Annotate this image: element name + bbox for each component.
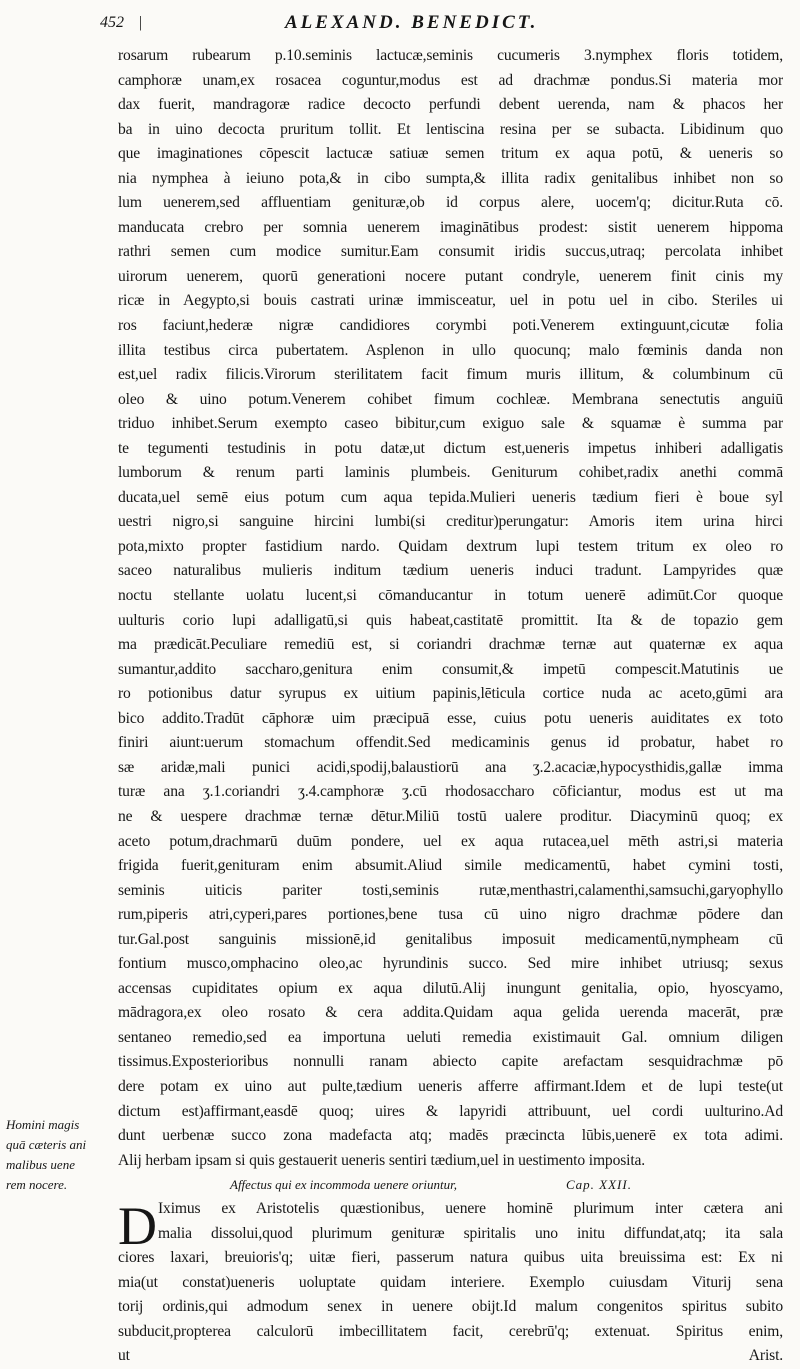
text-line: que imaginationes cōpescit lactucæ satiuæ semen tritum ex aqua potū, & ueneris so bbox=[118, 145, 783, 163]
marginal-note-line: rem nocere. bbox=[6, 1177, 68, 1192]
text-line: pota,mixto propter fastidium nardo. Quidam dextrum lupi testem tritum ex oleo ro bbox=[118, 537, 783, 555]
text-line: seminis uiticis pariter tosti,seminis rutæ,menthastri,calamenthi,samsuchi,garyophyllo bbox=[118, 881, 783, 899]
text-line: saceo naturalibus mulieris inditum tædium ueneris induci tradunt. Lampyrides quæ bbox=[118, 562, 783, 580]
catchword: ut Arist. bbox=[118, 1347, 783, 1365]
chapter-title: Affectus qui ex incommoda uenere oriuntur, bbox=[230, 1177, 457, 1193]
text-line: te tegumenti testudinis in potu datæ,ut dictum est,ueneris impetus inhiberi adalligatis bbox=[118, 439, 783, 457]
text-line: uestri nigro,si sanguine hircini lumbi(si creditur)perungatur: Amoris item urina hirci bbox=[118, 513, 783, 531]
header-mark: | bbox=[138, 14, 143, 31]
running-header bbox=[100, 6, 780, 40]
chapter-heading bbox=[118, 1173, 783, 1197]
text-line: ducata,uel semē eius potum cum aqua tepida.Mulieri ueneris tædium fieri è boue syl bbox=[118, 488, 783, 506]
text-line: est,uel radix filicis.Virorum sterilitatem facit fimum muris illitum, & columbinum cū bbox=[118, 366, 783, 384]
text-line: ros faciunt,hederæ nigræ candidiores corymbi poti.Venerem extinguunt,cicutæ folia bbox=[118, 317, 783, 335]
text-line: ro potionibus datur syrupus ex uitium papinis,lēticula cortice nuda ac aceto,gūmi ara bbox=[118, 685, 783, 703]
text-line: uirorum uenerem, quorū generationi nocere putant condryle, uenerem finit cinis my bbox=[118, 267, 783, 285]
text-line: tissimus.Exposterioribus nonnulli ranam abiecto capite arefactam sesquidrachmæ pō bbox=[118, 1053, 783, 1071]
text-line: ma prædicāt.Peculiare remediū est, si coriandri drachmæ ternæ aut quaternæ ex aqua bbox=[118, 636, 783, 654]
text-line: mia(ut constat)ueneris uoluptate quidam interiere. Exemplo cuiusdam Viturij sena bbox=[118, 1273, 783, 1291]
text-line: Iximus ex Aristotelis quæstionibus, uenere hominē plurimum inter cætera ani bbox=[158, 1200, 783, 1218]
text-line: dere potam ex uino aut pulte,tædium ueneris afferre affirmant.Idem et de lupi teste(ut bbox=[118, 1077, 783, 1095]
text-line: aceto potum,drachmarū duūm pondere, uel ex aqua rutacea,uel mēth astri,si materia bbox=[118, 832, 783, 850]
text-line: camphoræ unam,ex rosacea coguntur,modus est ad drachmæ pondus.Si materia mor bbox=[118, 71, 783, 89]
text-line: finiri aiunt:uerum stomachum offendit.Sed medicaminis genus id probatur, habet ro bbox=[118, 734, 783, 752]
paragraph-main bbox=[118, 44, 783, 1173]
running-head-title: ALEXAND. BENEDICT. bbox=[285, 12, 539, 33]
text-line: lumborum & renum parti laminis plumbeis. Geniturum cohibet,radix anethi commā bbox=[118, 464, 783, 482]
text-line: subducit,propterea calculorū imbecillitatem facit, cerebrū'q; extenuat. Spiritus enim, bbox=[118, 1322, 783, 1340]
text-line: rathri semen cum modice sumitur.Eam consumit iridis succus,utraq; percolata inhibet bbox=[118, 243, 783, 261]
text-line: nia nymphea à ieiuno pota,& in cibo sumpta,& illita radix genitalibus inhibet non so bbox=[118, 169, 783, 187]
text-line: rosarum rubearum p.10.seminis lactucæ,seminis cucumeris 3.nymphex floris totidem, bbox=[118, 47, 783, 64]
drop-cap-initial: D bbox=[118, 1196, 157, 1257]
text-line: sentaneo remedio,sed ea importuna ueluti remedia existimauit Gal. omnium diligen bbox=[118, 1028, 783, 1046]
marginal-note-line: quā cæteris ani bbox=[6, 1137, 87, 1152]
text-line: bico addito.Tradūt cāphoræ uim præcipuā esse, cuius potu ueneris auiditates ex toto bbox=[118, 709, 783, 727]
text-line: sæ aridæ,mali punici acidi,spodij,balaustiorū ana ʒ.2.acaciæ,hypocysthidis,gallæ imma bbox=[118, 758, 783, 776]
text-line: ricæ in Aegypto,si bouis castrati urinæ immisceatur, uel in potu uel in cibo. Steriles ui bbox=[118, 292, 783, 310]
marginal-note bbox=[6, 1115, 106, 1195]
text-line: dunt uerbenæ succo zona madefacta atq; madēs præcincta lūbis,uenerē ex tota adimi. bbox=[118, 1127, 783, 1145]
text-line: sumantur,addito saccharo,genitura enim consumit,& impetū compescit.Matutinis ue bbox=[118, 660, 783, 678]
text-line: turæ ana ʒ.1.coriandri ʒ.4.camphoræ ʒ.cū rhodosaccharo cōficiantur, modus est ut ma bbox=[118, 783, 783, 801]
text-line: manducata crebro per somnia uenerem imaginātibus prodest: sistit uenerem hippoma bbox=[118, 218, 783, 236]
text-line: lum uenerem,sed affluentiam genituræ,ob id corpus alere, uocem'q; dicitur.Ruta cō. bbox=[118, 194, 783, 212]
text-line: oleo & uino potum.Venerem cohibet fimum cochleæ. Membrana senectutis anguiū bbox=[118, 390, 783, 408]
marginal-note-line: malibus uene bbox=[6, 1157, 75, 1172]
text-line: noctu stellante uolatu lucent,si cōmanducantur in totum uenerē adimūt.Cor quoque bbox=[118, 587, 783, 605]
text-line: ba in uino decocta pruritum tollit. Et lentiscina resina per se subacta. Libidinum quo bbox=[118, 120, 783, 138]
text-line: ciores laxari, breuioris'q; uitæ fieri, passerum natura quibus uita breuissima est: Ex ni bbox=[118, 1249, 783, 1267]
text-line: triduo inhibet.Serum exempto caseo bibitur,cum exiguo sale & squamæ è summa par bbox=[118, 415, 783, 433]
marginal-note-line: Homini magis bbox=[6, 1117, 80, 1132]
text-line: mādragora,ex oleo rosato & cera addita.Quidam aqua gelida uerenda macerāt, præ bbox=[118, 1004, 783, 1022]
text-line: Alij herbam ipsam si quis gestauerit ueneris sentiri tædium,uel in uestimento imposita. bbox=[118, 1151, 646, 1169]
text-line: frigida fuerit,genituram enim absumit.Aliud simile medicamentū, habet cymini tosti, bbox=[118, 857, 783, 875]
text-line: dax fuerit, mandragoræ radice decocto perfundi debent uerenda, nam & phacos her bbox=[118, 96, 783, 114]
main-text-block bbox=[118, 44, 783, 1369]
text-line: malia dissolui,quod plurimum genituræ spiritalis uno initu diffundat,atq; ita sala bbox=[158, 1224, 783, 1242]
text-line: accensas cupiditates opium ex aqua dilutū.Alij inungunt genitalia, opio, hyoscyamo, bbox=[118, 979, 783, 997]
text-line: ne & uespere drachmæ ternæ dētur.Miliū tostū ualere proditur. Diacyminū quoq; ex bbox=[118, 807, 783, 825]
text-line: uulturis corio lupi adalligatū,si quis habeat,castitatē promittit. Ita & de topazio gem bbox=[118, 611, 783, 629]
page-number: 452 bbox=[100, 14, 124, 31]
text-line: dictum est)affirmant,easdē quoq; uires & lapyridi attribuunt, uel cordi uulturino.Ad bbox=[118, 1102, 783, 1120]
text-line: fontium musco,omphacino oleo,ac hyrundinis succo. Sed mire inhibet utriusq; sexus bbox=[118, 955, 783, 973]
text-line: tur.Gal.post sanguinis missionē,id genitalibus imposuit medicamentū,nympheam cū bbox=[118, 930, 783, 948]
chapter-number: Cap. XXII. bbox=[566, 1177, 632, 1193]
chapter-paragraph bbox=[118, 1197, 783, 1369]
text-line: illita testibus circa pubertatem. Asplenon in ullo quocunq; malo fœminis danda non bbox=[118, 341, 783, 359]
text-line: torij ordinis,qui admodum senex in uenere obijt.Id malum congenitos spiritus subito bbox=[118, 1298, 783, 1316]
text-line: rum,piperis atri,cyperi,pares portiones,bene tusa cū uino nigro drachmæ pōdere dan bbox=[118, 906, 783, 924]
